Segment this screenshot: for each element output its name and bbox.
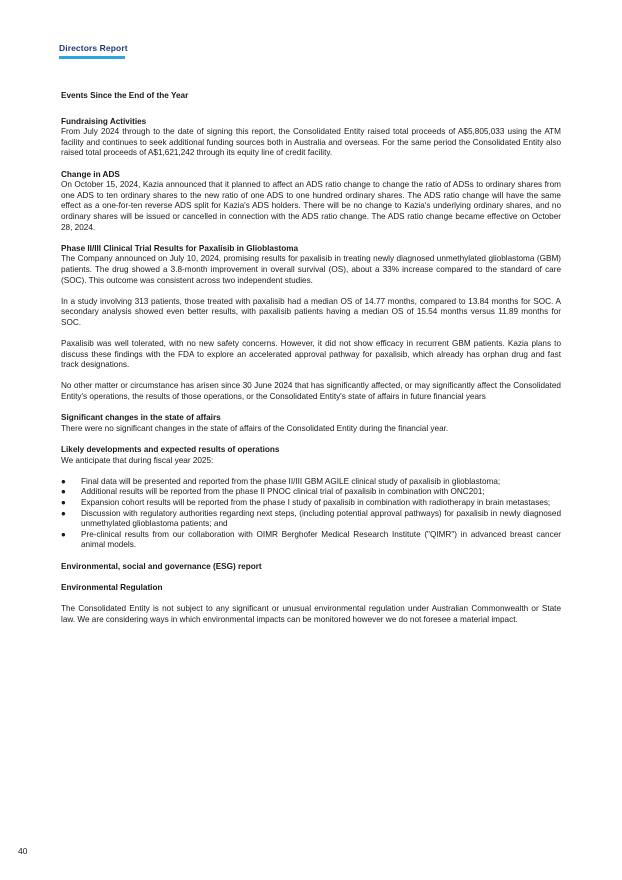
trial-heading: Phase II/III Clinical Trial Results for Paxalisib in Glioblastoma bbox=[61, 243, 299, 253]
fundraising-section bbox=[61, 117, 561, 159]
esg-heading: Environmental, social and governance (ESG) report bbox=[61, 561, 262, 571]
bullet-icon: ● bbox=[61, 497, 66, 507]
ads-change-heading: Change in ADS bbox=[61, 169, 120, 179]
ads-change-text: On October 15, 2024, Kazia announced that it planned to affect an ADS ratio change to change the ratio of ADSs to ordinary shares from one ADS to ten ordinary shares to the new ratio of one ADS to one hundred ordinary shares. The ADS ratio change will have the same effect as a one-for-ten reverse ADS split for Kazia's ADS holders. There will be no change to Kazia's underlying ordinary shares, and no ordinary shares will be issued or cancelled in connection with the ADS ratio change. The ADS ratio change became effective on October 28, 2024. bbox=[61, 180, 561, 232]
trial-paragraph: In a study involving 313 patients, those treated with paxalisib had a median OS of 14.77 months, compared to 13.84 months for SOC. A secondary analysis showed even better results, with paxalisib patients having a median OS of 15.54 months versus 11.89 months for SOC. bbox=[61, 296, 561, 327]
significant-changes-text: There were no significant changes in the state of affairs of the Consolidated Entity during the financial year. bbox=[61, 423, 449, 433]
list-item-text: Final data will be presented and reported from the phase II/III GBM AGILE clinical study of paxalisib in glioblastoma; bbox=[81, 476, 501, 486]
list-item-text: Pre-clinical results from our collaboration with OIMR Berghofer Medical Research Institute ("QIMR") in advanced breast cancer animal models. bbox=[81, 529, 561, 550]
trial-paragraph: The Company announced on July 10, 2024, promising results for paxalisib in treating newly diagnosed unmethylated glioblastoma (GBM) patients. The drug showed a 3.8-month improvement in overall survival (OS), about a 33% increase compared to the standard of care (SOC). This outcome was consistent across two independent studies. bbox=[61, 254, 561, 285]
list-item bbox=[61, 477, 561, 488]
developments-list bbox=[61, 477, 561, 551]
bullet-icon: ● bbox=[61, 487, 66, 497]
page-number: 40 bbox=[18, 846, 28, 856]
title-underline bbox=[59, 56, 125, 59]
trial-section bbox=[61, 244, 561, 403]
bullet-icon: ● bbox=[61, 508, 66, 518]
likely-developments-intro: We anticipate that during fiscal year 2025: bbox=[61, 455, 214, 465]
report-section-title: Directors Report bbox=[59, 43, 128, 53]
list-item bbox=[61, 509, 561, 530]
list-item-text: Expansion cohort results will be reported from the phase I study of paxalisib in combination with radiotherapy in brain metastases; bbox=[81, 497, 551, 507]
list-item-text: Discussion with regulatory authorities regarding next steps, (including potential approval pathways) for paxalisib in newly diagnosed unmethylated glioblastoma patients; and bbox=[81, 508, 561, 529]
ads-change-section bbox=[61, 170, 561, 234]
main-heading: Events Since the End of the Year bbox=[61, 91, 189, 100]
bullet-icon: ● bbox=[61, 476, 66, 486]
environmental-text: The Consolidated Entity is not subject to any significant or unusual environmental regulation under Australian Commonwealth or State law. We are considering ways in which environmental impacts can be monitored however we do not foresee a material impact. bbox=[61, 603, 561, 624]
environmental-section bbox=[61, 583, 561, 625]
likely-developments-section bbox=[61, 445, 561, 551]
trial-paragraph: No other matter or circumstance has arisen since 30 June 2024 that has significantly affected, or may significantly affect the Consolidated Entity's operations, the results of those operations, or the Consolidated Entity's state of affairs in future financial years bbox=[61, 381, 561, 402]
esg-section bbox=[61, 562, 561, 573]
significant-changes-section bbox=[61, 413, 561, 434]
fundraising-heading: Fundraising Activities bbox=[61, 116, 147, 126]
list-item-text: Additional results will be reported from the phase II PNOC clinical trial of paxalisib in combination with ONC201; bbox=[81, 487, 485, 497]
environmental-heading: Environmental Regulation bbox=[61, 582, 163, 592]
trial-paragraph: Paxalisib was well tolerated, with no new safety concerns. However, it did not show efficacy in recurrent GBM patients. Kazia plans to discuss these findings with the FDA to explore an accelerated approval pathway for paxalisib, which already has orphan drug and fast track designations. bbox=[61, 339, 561, 370]
bullet-icon: ● bbox=[61, 529, 66, 539]
significant-changes-heading: Significant changes in the state of affairs bbox=[61, 413, 221, 423]
list-item bbox=[61, 498, 561, 509]
list-item bbox=[61, 487, 561, 498]
likely-developments-heading: Likely developments and expected results of operations bbox=[61, 445, 280, 454]
report-body bbox=[61, 91, 561, 636]
list-item bbox=[61, 530, 561, 551]
fundraising-text: From July 2024 through to the date of signing this report, the Consolidated Entity raised total proceeds of A$5,805,033 using the ATM facility and continues to seek additional funding sources both in Australia and overseas. For the same period the Consolidated Entity also raised total proceeds of A$1,621,242 through its equity line of credit facility. bbox=[61, 127, 561, 158]
